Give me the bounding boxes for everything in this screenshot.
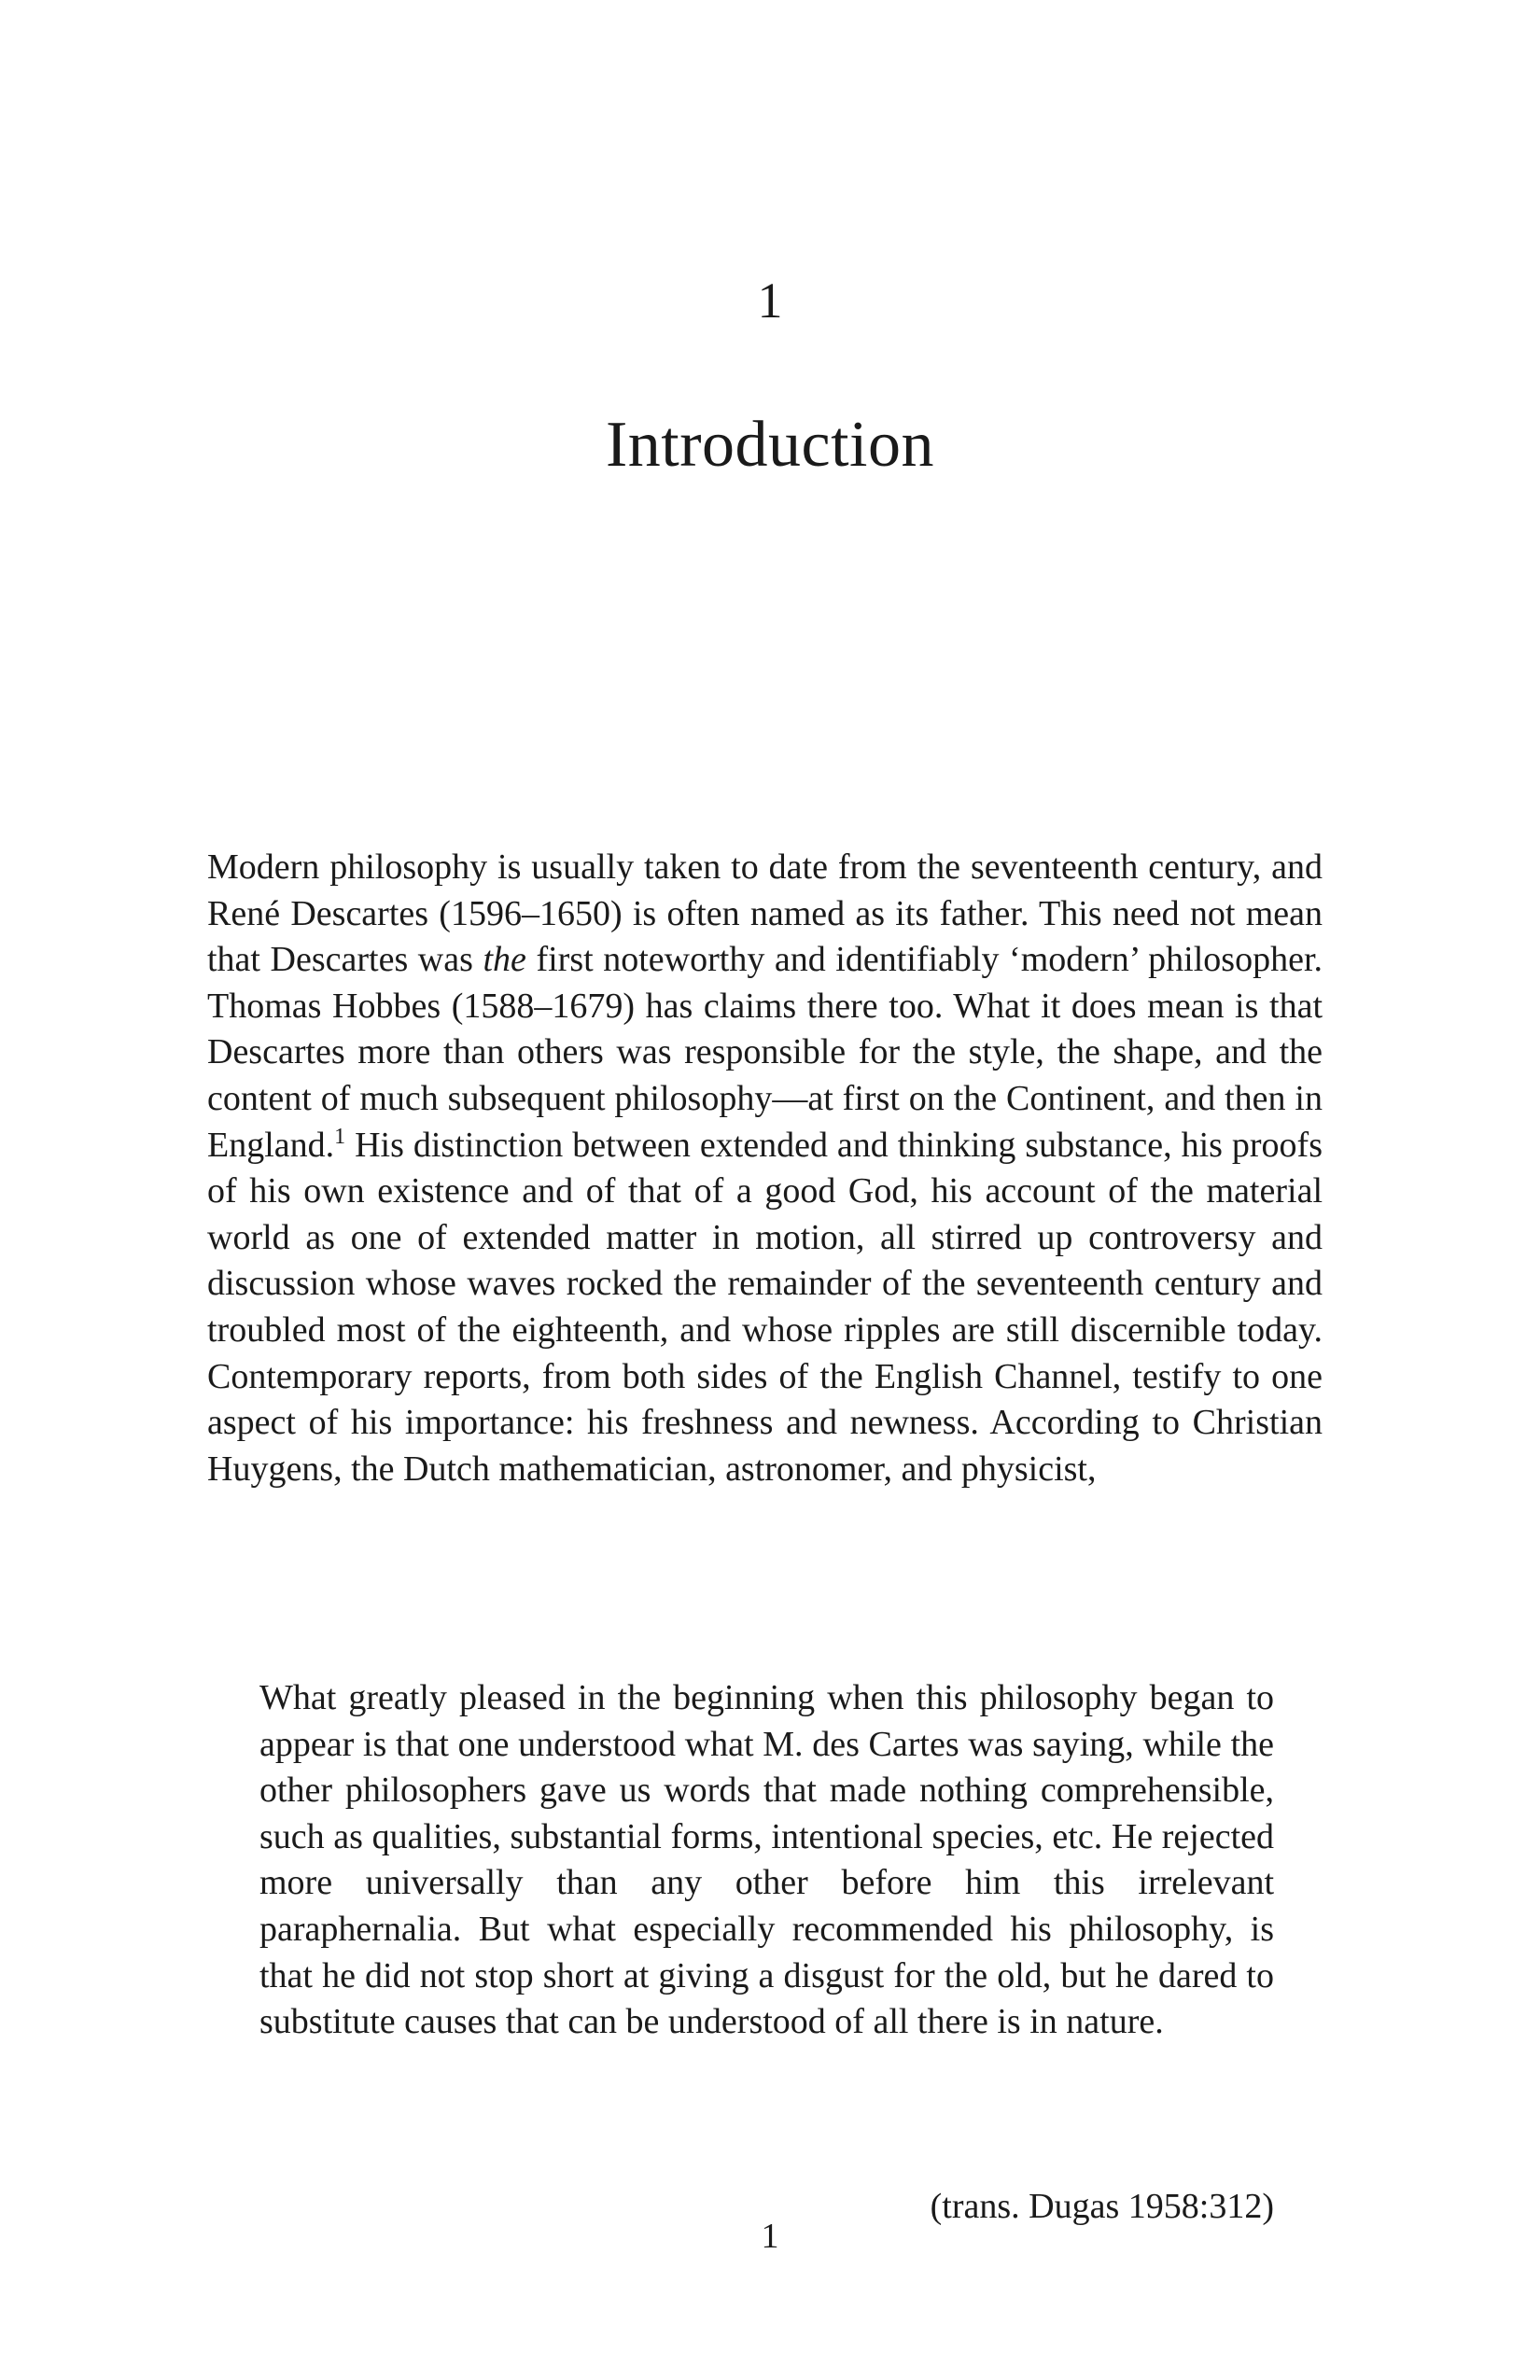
- block-quote: What greatly pleased in the beginning when this philosophy began to appear is that one understood what M. des Cartes was saying, while the other philosophers gave us words that made nothing comprehensible, such as qualities, substantial forms, intentional species, etc. He rejected more universally than any other before him this irrelevant paraphernalia. But what especially recommended his philosophy, is that he did not stop short at giving a disgust for the old, but he dared to substitute causes that can be understood of all there is in nature.: [259, 1678, 1274, 2042]
- page-number: 1: [761, 2217, 779, 2256]
- emphasis-text: the: [483, 940, 526, 980]
- body-text-segment: first noteworthy and identifiably ‘modern’ philosopher. Thomas Hobbes (1588–1679) has claims there too. What it does mean is that Descartes more than others was responsible for the style, the shape, and the content of much subsequent philosophy—at first on the Continent, and then in England.: [207, 940, 1323, 1165]
- body-text-segment: Modern philosophy is usually taken to date from the seventeenth century, and René Descartes (1596–1650) is often named as its father. This need not mean that Descartes was: [207, 847, 1323, 980]
- quote-citation: (trans. Dugas 1958:312): [930, 2187, 1274, 2226]
- footnote-reference[interactable]: 1: [334, 1124, 346, 1149]
- chapter-number: 1: [757, 273, 783, 329]
- body-paragraph: [207, 845, 1323, 1492]
- body-text-segment: His distinction between extended and thinking substance, his proofs of his own existence and of that of a good God, his account of the material world as one of extended matter in motion, all stirred up controversy and discussion whose waves rocked the remainder of the seventeenth century and troubled most of the eighteenth, and whose ripples are still discernible today. Contemporary reports, from both sides of the English Channel, testify to one aspect of his importance: his freshness and newness. According to Christian Huygens, the Dutch mathematician, astronomer, and physicist,: [207, 1125, 1323, 1489]
- chapter-title: Introduction: [605, 409, 935, 481]
